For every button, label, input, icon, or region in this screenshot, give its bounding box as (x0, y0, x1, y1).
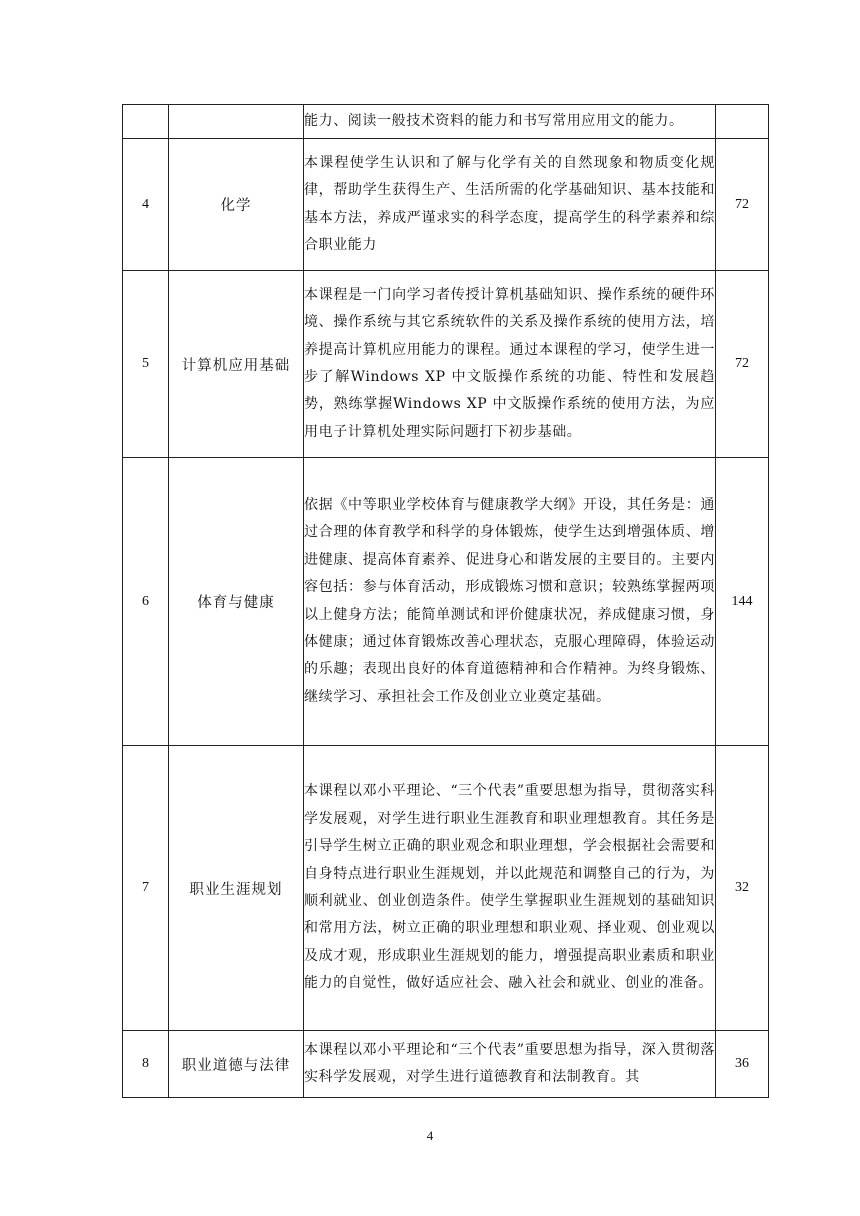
course-name: 职业道德与法律 (169, 1031, 304, 1098)
course-description: 本课程是一门向学习者传授计算机基础知识、操作系统的硬件环境、操作系统与其它系统软件的关系及操作系统的使用方法，培养提高计算机应用能力的课程。通过本课程的学习，使学生进一步了解Windows XP 中文版操作系统的功能、特性和发展趋势，熟练掌握Windows XP 中文版操作系统的使用方法，为应用电子计算机处理实际问题打下初步基础。 (304, 271, 716, 458)
course-number: 4 (123, 139, 169, 271)
course-number: 7 (123, 746, 169, 1031)
course-number: 5 (123, 271, 169, 458)
course-description: 能力、阅读一般技术资料的能力和书写常用应用文的能力。 (304, 105, 716, 139)
course-description: 本课程以邓小平理论、“三个代表”重要思想为指导，贯彻落实科学发展观，对学生进行职业生涯教育和职业理想教育。其任务是引导学生树立正确的职业观念和职业理想，学会根据社会需要和自身特点进行职业生涯规划，并以此规范和调整自己的行为，为顺利就业、创业创造条件。使学生掌握职业生涯规划的基础知识和常用方法，树立正确的职业理想和职业观、择业观、创业观以及成才观，形成职业生涯规划的能力，增强提高职业素质和职业能力的自觉性，做好适应社会、融入社会和就业、创业的准备。 (304, 746, 716, 1031)
course-name: 计算机应用基础 (169, 271, 304, 458)
table-row (123, 1031, 769, 1098)
table-row (123, 458, 769, 746)
course-table (122, 104, 769, 1098)
course-hours: 72 (716, 139, 769, 271)
page-number: 4 (426, 1128, 434, 1143)
table-row (123, 271, 769, 458)
course-hours: 72 (716, 271, 769, 458)
course-name: 体育与健康 (169, 458, 304, 746)
course-name: 职业生涯规划 (169, 746, 304, 1031)
table-row (123, 139, 769, 271)
course-name (169, 105, 304, 139)
course-description: 本课程使学生认识和了解与化学有关的自然现象和物质变化规律，帮助学生获得生产、生活所需的化学基础知识、基本技能和基本方法，养成严谨求实的科学态度，提高学生的科学素养和综合职业能力 (304, 139, 716, 271)
course-number: 8 (123, 1031, 169, 1098)
table-row (123, 746, 769, 1031)
course-description: 依据《中等职业学校体育与健康教学大纲》开设，其任务是：通过合理的体育教学和科学的身体锻炼，使学生达到增强体质、增进健康、提高体育素养、促进身心和谐发展的主要目的。主要内容包括：参与体育活动，形成锻炼习惯和意识；较熟练掌握两项以上健身方法；能简单测试和评价健康状况，养成健康习惯，身体健康；通过体育锻炼改善心理状态，克服心理障碍，体验运动的乐趣；表现出良好的体育道德精神和合作精神。为终身锻炼、继续学习、承担社会工作及创业立业奠定基础。 (304, 458, 716, 746)
table-row (123, 105, 769, 139)
course-hours: 36 (716, 1031, 769, 1098)
course-number (123, 105, 169, 139)
course-hours: 32 (716, 746, 769, 1031)
course-hours: 144 (716, 458, 769, 746)
course-hours (716, 105, 769, 139)
course-name: 化学 (169, 139, 304, 271)
course-number: 6 (123, 458, 169, 746)
course-description: 本课程以邓小平理论和“三个代表”重要思想为指导，深入贯彻落实科学发展观，对学生进行道德教育和法制教育。其 (304, 1031, 716, 1098)
